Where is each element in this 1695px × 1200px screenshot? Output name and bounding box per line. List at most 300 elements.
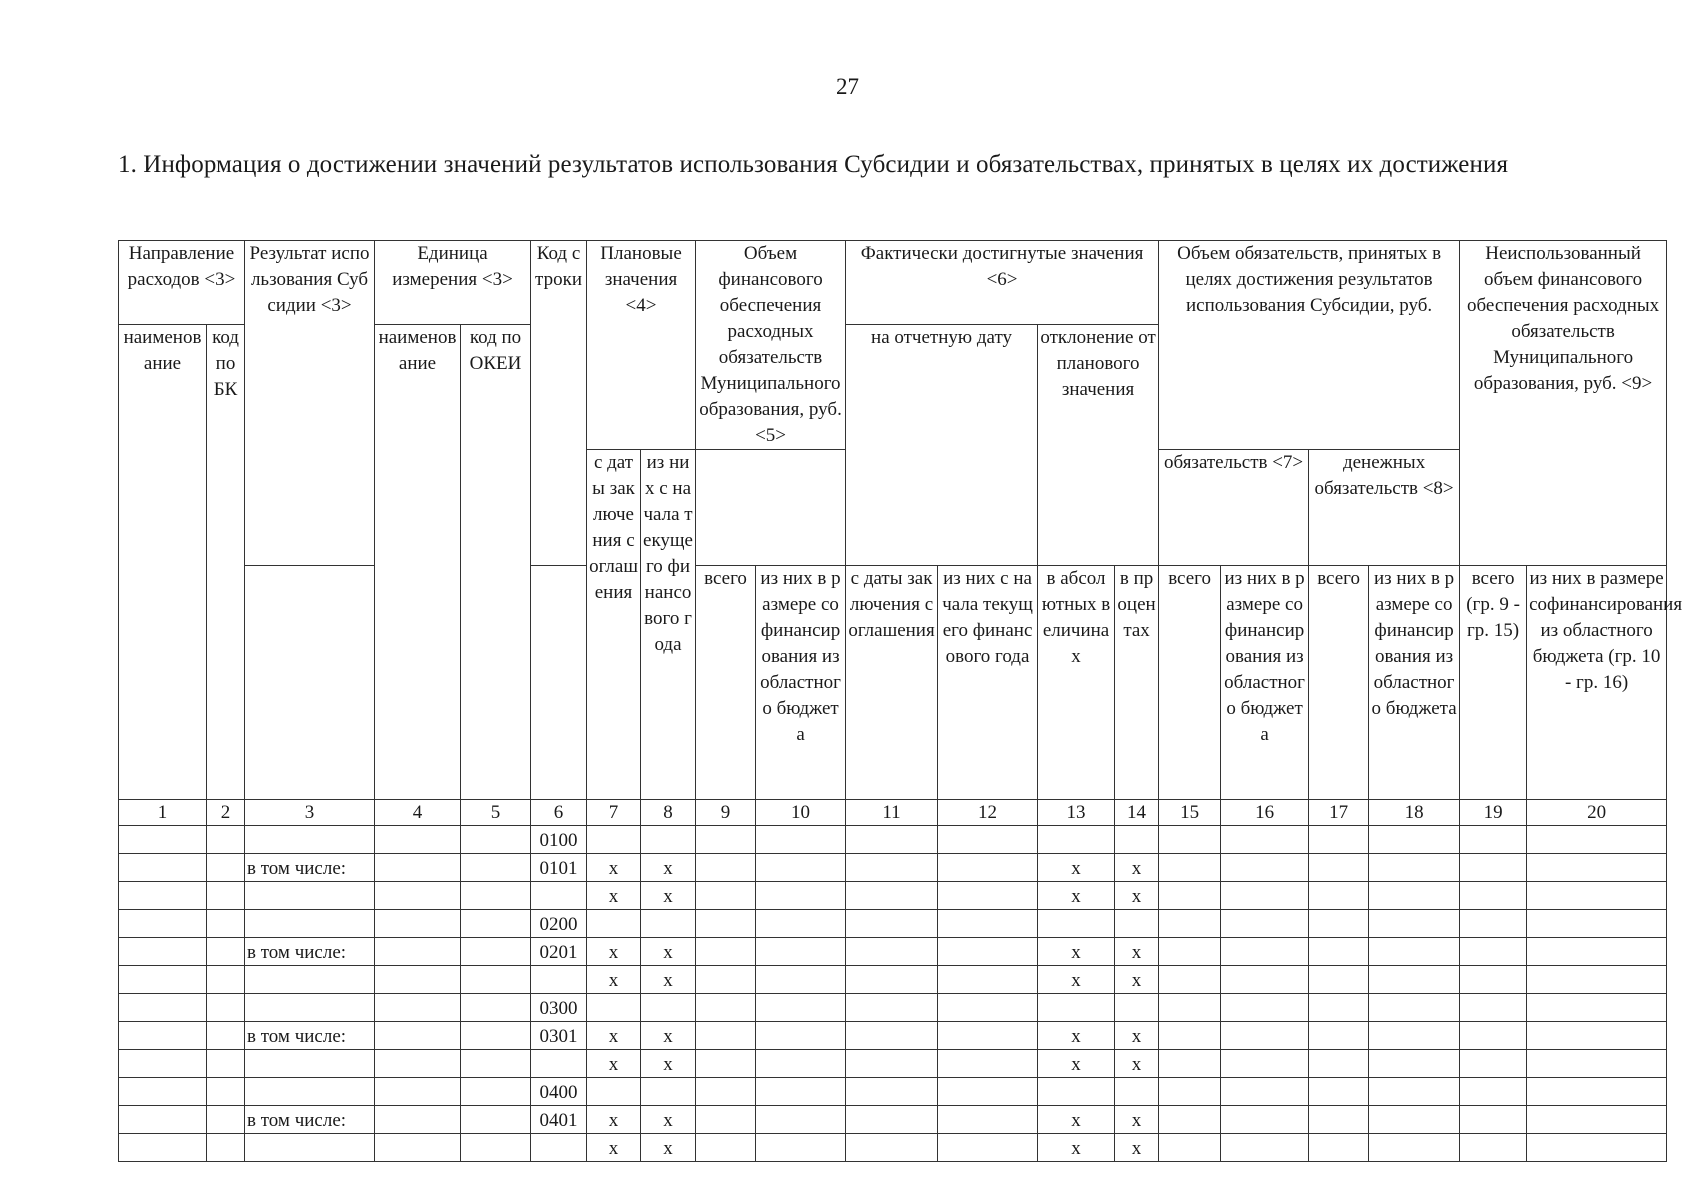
x-mark-cell[interactable]: x xyxy=(587,1134,641,1162)
data-cell[interactable] xyxy=(756,1106,846,1134)
result-cell[interactable] xyxy=(245,1134,375,1162)
data-cell[interactable] xyxy=(1460,1106,1527,1134)
data-cell[interactable] xyxy=(1460,1050,1527,1078)
data-cell[interactable] xyxy=(119,854,207,882)
x-mark-cell[interactable]: x xyxy=(587,1106,641,1134)
data-cell[interactable] xyxy=(846,854,938,882)
column-number: 20 xyxy=(1527,800,1667,826)
data-cell[interactable] xyxy=(119,910,207,938)
data-cell[interactable] xyxy=(1309,966,1369,994)
data-cell[interactable] xyxy=(119,826,207,854)
data-cell[interactable] xyxy=(756,966,846,994)
data-cell[interactable] xyxy=(461,882,531,910)
data-cell[interactable] xyxy=(756,938,846,966)
x-mark-cell[interactable] xyxy=(1115,910,1159,938)
data-cell[interactable] xyxy=(1460,966,1527,994)
data-cell[interactable] xyxy=(1309,1106,1369,1134)
data-cell[interactable] xyxy=(1369,882,1460,910)
data-cell[interactable] xyxy=(1159,994,1221,1022)
x-mark-cell[interactable]: x xyxy=(1115,938,1159,966)
column-number: 16 xyxy=(1221,800,1309,826)
header-monetary-cofin: из них в размере софинансирования из областного бюджета xyxy=(1369,566,1460,800)
page-number: 27 xyxy=(836,74,859,99)
data-cell[interactable] xyxy=(696,1022,756,1050)
data-cell[interactable] xyxy=(1309,854,1369,882)
data-cell[interactable] xyxy=(696,826,756,854)
table-row xyxy=(119,826,1667,854)
data-cell[interactable] xyxy=(696,910,756,938)
header-unused-total: всего (гр. 9 - гр. 15) xyxy=(1460,566,1527,800)
data-cell[interactable] xyxy=(1460,994,1527,1022)
data-cell[interactable] xyxy=(375,882,461,910)
data-cell[interactable] xyxy=(1159,1134,1221,1162)
table-row xyxy=(119,1134,1667,1162)
data-cell[interactable] xyxy=(1460,938,1527,966)
result-cell[interactable]: в том числе: xyxy=(245,1022,375,1050)
data-cell[interactable] xyxy=(696,938,756,966)
column-number: 5 xyxy=(461,800,531,826)
header-planned-from-agreement: с даты заключения соглашения xyxy=(587,450,641,800)
data-cell[interactable] xyxy=(1460,882,1527,910)
data-cell[interactable] xyxy=(1221,938,1309,966)
column-number: 19 xyxy=(1460,800,1527,826)
x-mark-cell[interactable] xyxy=(1038,994,1115,1022)
data-cell[interactable] xyxy=(375,994,461,1022)
header-obligations: Объем обязательств, принятых в целях достижения результатов использования Субсидии, руб. xyxy=(1159,241,1460,450)
data-cell[interactable] xyxy=(1159,1022,1221,1050)
column-number: 11 xyxy=(846,800,938,826)
x-mark-cell[interactable]: x xyxy=(641,854,696,882)
data-cell[interactable] xyxy=(846,1106,938,1134)
table-row xyxy=(119,910,1667,938)
data-cell[interactable] xyxy=(1369,826,1460,854)
data-cell[interactable] xyxy=(1527,1134,1667,1162)
data-cell[interactable] xyxy=(756,1078,846,1106)
x-mark-cell[interactable]: x xyxy=(587,854,641,882)
data-cell[interactable] xyxy=(119,1134,207,1162)
row-code-cell[interactable] xyxy=(531,882,587,910)
row-code-cell[interactable]: 0300 xyxy=(531,994,587,1022)
x-mark-cell[interactable] xyxy=(1038,826,1115,854)
data-cell[interactable] xyxy=(1221,1134,1309,1162)
data-cell[interactable] xyxy=(938,826,1038,854)
data-cell[interactable] xyxy=(1369,938,1460,966)
table-row xyxy=(119,854,1667,882)
data-cell[interactable] xyxy=(938,938,1038,966)
data-cell[interactable] xyxy=(1159,1106,1221,1134)
data-cell[interactable] xyxy=(1221,966,1309,994)
data-cell[interactable] xyxy=(1309,910,1369,938)
x-mark-cell[interactable]: x xyxy=(641,1050,696,1078)
data-cell[interactable] xyxy=(1221,854,1309,882)
data-cell[interactable] xyxy=(846,994,938,1022)
row-code-cell[interactable]: 0200 xyxy=(531,910,587,938)
data-cell[interactable] xyxy=(1309,882,1369,910)
data-cell[interactable] xyxy=(207,994,245,1022)
data-cell[interactable] xyxy=(1460,1022,1527,1050)
result-cell[interactable]: в том числе: xyxy=(245,938,375,966)
data-cell[interactable] xyxy=(375,1134,461,1162)
data-cell[interactable] xyxy=(375,938,461,966)
x-mark-cell[interactable]: x xyxy=(1038,1106,1115,1134)
data-cell[interactable] xyxy=(207,1106,245,1134)
report-table xyxy=(118,240,1683,1162)
x-mark-cell[interactable]: x xyxy=(1115,1050,1159,1078)
data-cell[interactable] xyxy=(461,1078,531,1106)
data-cell[interactable] xyxy=(461,966,531,994)
x-mark-cell[interactable]: x xyxy=(641,938,696,966)
data-cell[interactable] xyxy=(1159,910,1221,938)
data-cell[interactable] xyxy=(207,1050,245,1078)
data-cell[interactable] xyxy=(461,854,531,882)
header-monetary: денежных обязательств <8> xyxy=(1309,450,1460,566)
header-obligations-total: всего xyxy=(1159,566,1221,800)
table-row xyxy=(119,1078,1667,1106)
data-cell[interactable] xyxy=(1369,1022,1460,1050)
header-from-agreement: с даты заключения соглашения xyxy=(846,566,938,800)
data-cell[interactable] xyxy=(375,1022,461,1050)
data-cell[interactable] xyxy=(119,938,207,966)
data-cell[interactable] xyxy=(1159,882,1221,910)
column-number: 10 xyxy=(756,800,846,826)
row-code-cell[interactable] xyxy=(531,966,587,994)
data-cell[interactable] xyxy=(1369,910,1460,938)
data-cell[interactable] xyxy=(1309,1078,1369,1106)
data-cell[interactable] xyxy=(756,882,846,910)
header-name2: наименование xyxy=(375,325,461,800)
data-cell[interactable] xyxy=(756,1134,846,1162)
x-mark-cell[interactable]: x xyxy=(641,1134,696,1162)
header-unit: Единица измерения <3> xyxy=(375,241,531,325)
x-mark-cell[interactable]: x xyxy=(587,1022,641,1050)
data-cell[interactable] xyxy=(1309,826,1369,854)
data-cell[interactable] xyxy=(375,854,461,882)
column-number: 17 xyxy=(1309,800,1369,826)
header-from-year: из них с начала текущего финансового года xyxy=(938,566,1038,800)
data-cell[interactable] xyxy=(846,826,938,854)
data-cell[interactable] xyxy=(938,994,1038,1022)
data-cell[interactable] xyxy=(1369,994,1460,1022)
column-number: 4 xyxy=(375,800,461,826)
data-cell[interactable] xyxy=(756,826,846,854)
table-row xyxy=(119,1022,1667,1050)
data-cell[interactable] xyxy=(938,1050,1038,1078)
data-cell[interactable] xyxy=(1527,1022,1667,1050)
x-mark-cell[interactable] xyxy=(587,1078,641,1106)
column-number: 14 xyxy=(1115,800,1159,826)
data-cell[interactable] xyxy=(461,826,531,854)
column-number: 15 xyxy=(1159,800,1221,826)
data-cell[interactable] xyxy=(375,966,461,994)
x-mark-cell[interactable] xyxy=(1115,994,1159,1022)
data-cell[interactable] xyxy=(375,1078,461,1106)
data-cell[interactable] xyxy=(846,1134,938,1162)
x-mark-cell[interactable] xyxy=(587,994,641,1022)
x-mark-cell[interactable] xyxy=(587,826,641,854)
data-cell[interactable] xyxy=(207,938,245,966)
table-row xyxy=(119,938,1667,966)
row-code-cell[interactable]: 0301 xyxy=(531,1022,587,1050)
header-absolute: в абсолютных величинах xyxy=(1038,566,1115,800)
data-cell[interactable] xyxy=(375,910,461,938)
header-bk-code: код по БК xyxy=(207,325,245,800)
data-cell[interactable] xyxy=(1369,1134,1460,1162)
column-number: 1 xyxy=(119,800,207,826)
data-cell[interactable] xyxy=(938,854,1038,882)
data-cell[interactable] xyxy=(461,1050,531,1078)
x-mark-cell[interactable]: x xyxy=(587,938,641,966)
x-mark-cell[interactable] xyxy=(1115,826,1159,854)
data-cell[interactable] xyxy=(1309,1134,1369,1162)
data-cell[interactable] xyxy=(696,882,756,910)
x-mark-cell[interactable] xyxy=(1038,910,1115,938)
data-cell[interactable] xyxy=(119,966,207,994)
row-code-cell[interactable]: 0100 xyxy=(531,826,587,854)
data-cell[interactable] xyxy=(1527,910,1667,938)
header-percent: в процентах xyxy=(1115,566,1159,800)
header-at-report-date: на отчетную дату xyxy=(846,325,1038,566)
header-planned: Плановые значения <4> xyxy=(587,241,696,450)
data-cell[interactable] xyxy=(1460,1078,1527,1106)
data-cell[interactable] xyxy=(1460,854,1527,882)
data-cell[interactable] xyxy=(938,1078,1038,1106)
data-cell[interactable] xyxy=(1221,826,1309,854)
header-directions: Направление расходов <3> xyxy=(119,241,245,325)
data-cell[interactable] xyxy=(756,910,846,938)
data-cell[interactable] xyxy=(938,1134,1038,1162)
data-cell[interactable] xyxy=(846,882,938,910)
result-cell[interactable] xyxy=(245,966,375,994)
data-cell[interactable] xyxy=(1309,1050,1369,1078)
row-code-cell[interactable]: 0400 xyxy=(531,1078,587,1106)
data-cell[interactable] xyxy=(119,994,207,1022)
data-cell[interactable] xyxy=(1309,938,1369,966)
x-mark-cell[interactable]: x xyxy=(1115,854,1159,882)
x-mark-cell[interactable]: x xyxy=(1115,1134,1159,1162)
data-cell[interactable] xyxy=(696,994,756,1022)
x-mark-cell[interactable]: x xyxy=(641,966,696,994)
data-cell[interactable] xyxy=(1527,826,1667,854)
x-mark-cell[interactable]: x xyxy=(1115,1106,1159,1134)
result-cell[interactable] xyxy=(245,1050,375,1078)
header-actual: Фактически достигнутые значения <6> xyxy=(846,241,1159,325)
x-mark-cell[interactable] xyxy=(641,1078,696,1106)
data-cell[interactable] xyxy=(696,854,756,882)
data-cell[interactable] xyxy=(1527,1078,1667,1106)
data-cell[interactable] xyxy=(119,882,207,910)
data-cell[interactable] xyxy=(1369,1050,1460,1078)
result-cell[interactable] xyxy=(245,826,375,854)
header-obligations-cofin: из них в размере софинансирования из областного бюджета xyxy=(1221,566,1309,800)
table-row xyxy=(119,1050,1667,1078)
data-cell[interactable] xyxy=(207,1022,245,1050)
x-mark-cell[interactable]: x xyxy=(587,966,641,994)
data-cell[interactable] xyxy=(461,994,531,1022)
x-mark-cell[interactable]: x xyxy=(1038,1022,1115,1050)
data-cell[interactable] xyxy=(1221,1050,1309,1078)
result-cell[interactable] xyxy=(245,910,375,938)
data-cell[interactable] xyxy=(846,1078,938,1106)
data-cell[interactable] xyxy=(207,882,245,910)
data-cell[interactable] xyxy=(461,938,531,966)
data-cell[interactable] xyxy=(696,1078,756,1106)
column-number: 2 xyxy=(207,800,245,826)
column-number: 8 xyxy=(641,800,696,826)
result-cell[interactable] xyxy=(245,882,375,910)
data-cell[interactable] xyxy=(1221,1106,1309,1134)
header-funding-cofin: из них в размере софинансирования из областного бюджета xyxy=(756,566,846,800)
data-cell[interactable] xyxy=(207,966,245,994)
data-cell[interactable] xyxy=(1159,966,1221,994)
result-cell[interactable]: в том числе: xyxy=(245,854,375,882)
data-cell[interactable] xyxy=(461,1134,531,1162)
data-cell[interactable] xyxy=(696,1050,756,1078)
data-cell[interactable] xyxy=(1460,1134,1527,1162)
header-deviation: отклонение от планового значения xyxy=(1038,325,1159,566)
data-cell[interactable] xyxy=(1527,938,1667,966)
data-cell[interactable] xyxy=(207,854,245,882)
row-code-cell[interactable]: 0401 xyxy=(531,1106,587,1134)
header-okei: код по ОКЕИ xyxy=(461,325,531,800)
x-mark-cell[interactable]: x xyxy=(587,1050,641,1078)
data-rows xyxy=(119,826,1667,1162)
data-cell[interactable] xyxy=(1527,994,1667,1022)
section-title: 1. Информация о достижении значений результатов использования Субсидии и обязательствах, принятых в целях их достижения xyxy=(118,151,1509,178)
data-cell[interactable] xyxy=(207,1078,245,1106)
data-cell[interactable] xyxy=(1159,938,1221,966)
x-mark-cell[interactable]: x xyxy=(1038,1134,1115,1162)
data-cell[interactable] xyxy=(119,1106,207,1134)
data-cell[interactable] xyxy=(1369,1078,1460,1106)
data-cell[interactable] xyxy=(1159,826,1221,854)
data-cell[interactable] xyxy=(1527,1106,1667,1134)
data-cell[interactable] xyxy=(846,938,938,966)
data-cell[interactable] xyxy=(1460,826,1527,854)
x-mark-cell[interactable] xyxy=(1115,1078,1159,1106)
data-cell[interactable] xyxy=(119,1022,207,1050)
x-mark-cell[interactable] xyxy=(587,910,641,938)
column-number: 12 xyxy=(938,800,1038,826)
x-mark-cell[interactable] xyxy=(641,910,696,938)
header-name1: наименование xyxy=(119,325,207,800)
table-row xyxy=(119,1106,1667,1134)
x-mark-cell[interactable] xyxy=(641,994,696,1022)
x-mark-cell[interactable]: x xyxy=(641,1106,696,1134)
data-cell[interactable] xyxy=(756,1022,846,1050)
column-number: 3 xyxy=(245,800,375,826)
data-cell[interactable] xyxy=(846,966,938,994)
result-cell[interactable] xyxy=(245,994,375,1022)
data-cell[interactable] xyxy=(119,1078,207,1106)
column-number: 9 xyxy=(696,800,756,826)
data-cell[interactable] xyxy=(1221,882,1309,910)
row-code-cell[interactable] xyxy=(531,1134,587,1162)
data-cell[interactable] xyxy=(696,1134,756,1162)
data-cell[interactable] xyxy=(119,1050,207,1078)
table-row xyxy=(119,882,1667,910)
x-mark-cell[interactable]: x xyxy=(1038,882,1115,910)
data-cell[interactable] xyxy=(756,1050,846,1078)
data-cell[interactable] xyxy=(1221,1078,1309,1106)
data-cell[interactable] xyxy=(846,1022,938,1050)
data-cell[interactable] xyxy=(1527,966,1667,994)
row-code-cell[interactable]: 0201 xyxy=(531,938,587,966)
row-code-cell[interactable]: 0101 xyxy=(531,854,587,882)
data-cell[interactable] xyxy=(1221,1022,1309,1050)
data-cell[interactable] xyxy=(461,1022,531,1050)
header-result: Результат использования Субсидии <3> xyxy=(245,241,375,566)
header-unused-cofin: из них в размере софинансирования из областного бюджета (гр. 10 - гр. 16) xyxy=(1527,566,1667,800)
data-cell[interactable] xyxy=(938,1022,1038,1050)
result-cell[interactable] xyxy=(245,1078,375,1106)
data-cell[interactable] xyxy=(1369,966,1460,994)
data-cell[interactable] xyxy=(938,1106,1038,1134)
data-cell[interactable] xyxy=(1221,910,1309,938)
x-mark-cell[interactable]: x xyxy=(1115,1022,1159,1050)
data-cell[interactable] xyxy=(846,1050,938,1078)
data-cell[interactable] xyxy=(375,1050,461,1078)
table-row xyxy=(119,994,1667,1022)
data-cell[interactable] xyxy=(756,994,846,1022)
x-mark-cell[interactable]: x xyxy=(641,882,696,910)
column-number: 6 xyxy=(531,800,587,826)
data-cell[interactable] xyxy=(1159,1050,1221,1078)
data-cell[interactable] xyxy=(375,826,461,854)
result-cell[interactable]: в том числе: xyxy=(245,1106,375,1134)
data-cell[interactable] xyxy=(375,1106,461,1134)
data-cell[interactable] xyxy=(207,910,245,938)
data-cell[interactable] xyxy=(1309,1022,1369,1050)
data-cell[interactable] xyxy=(846,910,938,938)
x-mark-cell[interactable]: x xyxy=(641,1022,696,1050)
x-mark-cell[interactable] xyxy=(1038,1078,1115,1106)
header-row-code: Код строки xyxy=(531,241,587,566)
row-code-cell[interactable] xyxy=(531,1050,587,1078)
x-mark-cell[interactable]: x xyxy=(1038,966,1115,994)
data-cell[interactable] xyxy=(1527,882,1667,910)
x-mark-cell[interactable]: x xyxy=(587,882,641,910)
x-mark-cell[interactable] xyxy=(641,826,696,854)
data-cell[interactable] xyxy=(938,882,1038,910)
x-mark-cell[interactable]: x xyxy=(1038,854,1115,882)
data-cell[interactable] xyxy=(461,910,531,938)
x-mark-cell[interactable]: x xyxy=(1115,966,1159,994)
data-cell[interactable] xyxy=(1369,1106,1460,1134)
data-cell[interactable] xyxy=(461,1106,531,1134)
data-cell[interactable] xyxy=(1460,910,1527,938)
x-mark-cell[interactable]: x xyxy=(1038,938,1115,966)
data-cell[interactable] xyxy=(1369,854,1460,882)
x-mark-cell[interactable]: x xyxy=(1038,1050,1115,1078)
data-cell[interactable] xyxy=(756,854,846,882)
data-cell[interactable] xyxy=(1159,1078,1221,1106)
data-cell[interactable] xyxy=(696,966,756,994)
data-cell[interactable] xyxy=(1527,854,1667,882)
data-cell[interactable] xyxy=(938,966,1038,994)
column-number: 18 xyxy=(1369,800,1460,826)
data-cell[interactable] xyxy=(1527,1050,1667,1078)
data-cell[interactable] xyxy=(1159,854,1221,882)
data-cell[interactable] xyxy=(1309,994,1369,1022)
header-funding-total: всего xyxy=(696,566,756,800)
column-number: 13 xyxy=(1038,800,1115,826)
data-cell[interactable] xyxy=(207,826,245,854)
data-cell[interactable] xyxy=(938,910,1038,938)
data-cell[interactable] xyxy=(1221,994,1309,1022)
x-mark-cell[interactable]: x xyxy=(1115,882,1159,910)
data-cell[interactable] xyxy=(696,1106,756,1134)
data-cell[interactable] xyxy=(207,1134,245,1162)
